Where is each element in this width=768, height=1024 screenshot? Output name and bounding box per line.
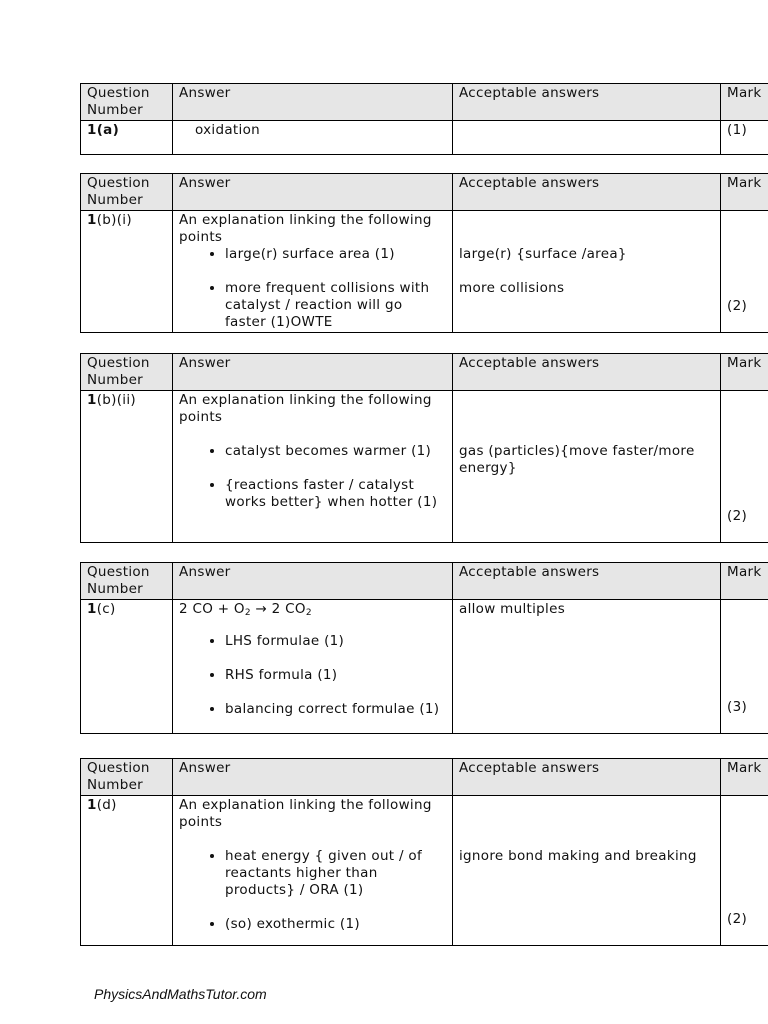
answer-point: • more frequent collisions with catalyst / reaction will go faster (1)OWTE (225, 280, 446, 331)
acceptable-cell (453, 391, 721, 543)
question-number: 1(b)(ii) (81, 391, 173, 543)
answer-points (179, 443, 446, 511)
header-mark: Mark (721, 174, 768, 211)
spacer (225, 650, 446, 667)
header-mark: Mark (721, 563, 768, 600)
answer-point: • heat energy { given out / of reactants higher than products} / ORA (1) (225, 848, 446, 899)
answer-point: • catalyst becomes warmer (1) (225, 443, 446, 460)
header-question-number: Question Number (81, 759, 173, 796)
header-answer: Answer (173, 84, 453, 121)
answer-point: • (so) exothermic (1) (225, 916, 446, 933)
mark-scheme-table-1c (80, 562, 768, 734)
acceptable-answer: gas (particles){move faster/more energy} (459, 443, 695, 476)
spacer (459, 392, 714, 409)
spacer (459, 797, 714, 814)
answer-cell (173, 600, 453, 734)
acceptable-cell (453, 121, 721, 155)
mark-cell: (3) (721, 600, 768, 734)
header-acceptable-answers: Acceptable answers (453, 84, 721, 121)
table-header-row (81, 563, 768, 600)
answer-point: • {reactions faster / catalyst works better} when hotter (1) (225, 477, 446, 511)
table-row (81, 121, 768, 155)
question-number: 1(d) (81, 796, 173, 946)
mark-cell: (1) (721, 121, 768, 155)
header-answer: Answer (173, 174, 453, 211)
answer-points (179, 246, 446, 331)
table-header-row (81, 84, 768, 121)
spacer (459, 409, 714, 426)
spacer (179, 426, 446, 443)
header-answer: Answer (173, 354, 453, 391)
mark-scheme-table-1a (80, 83, 768, 155)
table-row (81, 211, 768, 333)
answer-point: • balancing correct formulae (1) (225, 701, 446, 718)
question-number: 1(b)(i) (81, 211, 173, 333)
header-mark: Mark (721, 354, 768, 391)
table-header-row (81, 354, 768, 391)
mark-cell: (2) (721, 211, 768, 333)
spacer (225, 263, 446, 280)
table-header-row (81, 759, 768, 796)
acceptable-cell: allow multiples (453, 600, 721, 734)
acceptable-cell (453, 211, 721, 333)
spacer (459, 229, 714, 246)
answer-point: • large(r) surface area (1) (225, 246, 446, 263)
answer-intro: An explanation linking the following points (179, 797, 432, 830)
spacer (459, 212, 714, 229)
answer-point: • LHS formulae (1) (225, 633, 446, 650)
answer-cell (173, 391, 453, 543)
footer-watermark: PhysicsAndMathsTutor.com (94, 986, 267, 1002)
header-question-number: Question Number (81, 563, 173, 600)
acceptable-answer: large(r) {surface /area} (459, 246, 627, 262)
header-question-number: Question Number (81, 174, 173, 211)
spacer (225, 460, 446, 477)
header-acceptable-answers: Acceptable answers (453, 354, 721, 391)
header-question-number: Question Number (81, 84, 173, 121)
header-acceptable-answers: Acceptable answers (453, 174, 721, 211)
spacer (179, 618, 446, 633)
mark-scheme-table-1d (80, 758, 768, 946)
spacer (225, 684, 446, 701)
acceptable-answer: more collisions (459, 280, 565, 296)
header-mark: Mark (721, 759, 768, 796)
answer-points (179, 633, 446, 718)
answer-intro: An explanation linking the following points (179, 392, 432, 425)
answer-point: • RHS formula (1) (225, 667, 446, 684)
spacer (459, 426, 714, 443)
spacer (459, 831, 714, 848)
answer-cell (173, 796, 453, 946)
question-number: 1(a) (81, 121, 173, 155)
header-answer: Answer (173, 759, 453, 796)
question-number: 1(c) (81, 600, 173, 734)
header-answer: Answer (173, 563, 453, 600)
header-question-number: Question Number (81, 354, 173, 391)
mark-scheme-table-1bii (80, 353, 768, 543)
spacer (459, 814, 714, 831)
header-mark: Mark (721, 84, 768, 121)
mark-cell: (2) (721, 796, 768, 946)
equation: 2 CO + $O_2 \to 2$ $CO_2$ (179, 601, 312, 618)
mark-cell: (2) (721, 391, 768, 543)
answer-cell (173, 211, 453, 333)
table-row (81, 391, 768, 543)
mark-scheme-table-1bi (80, 173, 768, 333)
table-header-row (81, 174, 768, 211)
table-row (81, 796, 768, 946)
acceptable-cell (453, 796, 721, 946)
header-acceptable-answers: Acceptable answers (453, 563, 721, 600)
spacer (179, 831, 446, 848)
answer-intro: An explanation linking the following points (179, 212, 432, 245)
header-acceptable-answers: Acceptable answers (453, 759, 721, 796)
spacer (225, 899, 446, 916)
answer-cell: oxidation (173, 121, 453, 155)
acceptable-answer: ignore bond making and breaking (459, 848, 697, 864)
answer-points (179, 848, 446, 933)
table-row (81, 600, 768, 734)
spacer (459, 263, 714, 280)
